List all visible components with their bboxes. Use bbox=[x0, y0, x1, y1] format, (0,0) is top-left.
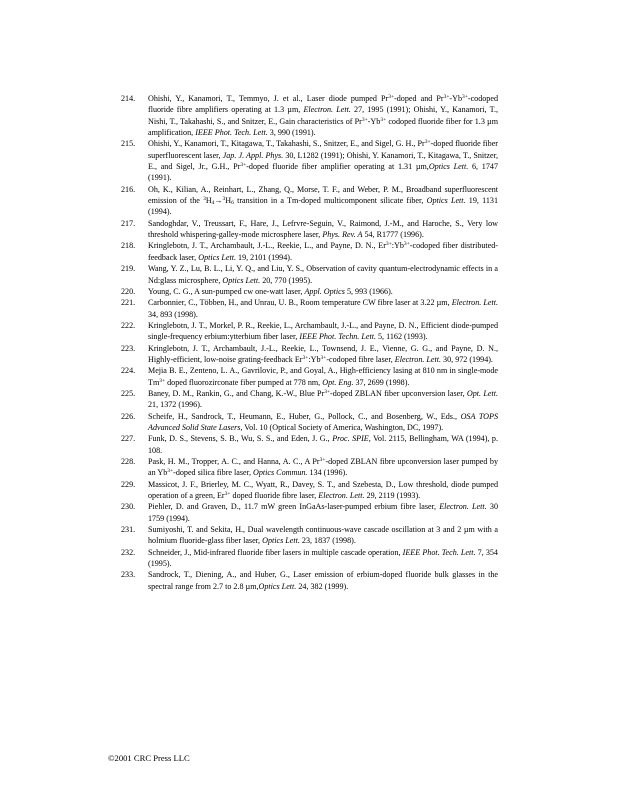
reference-item bbox=[0, 411, 617, 434]
reference-text: Young, C. G., A sun-pumped cw one-watt laser, Appl. Optics 5, 993 (1966). bbox=[148, 286, 393, 296]
reference-item bbox=[0, 286, 617, 297]
reference-text: Kringlebotn, J. T., Archambault, J.-L., Reekie, L., and Payne, D. N., $Er^{3+}:Yb^{3+}$-codoped fiber distributed-feedback laser, Optics Lett. 19, 2101 (1994). bbox=[148, 241, 498, 262]
reference-item bbox=[0, 501, 617, 524]
reference-text: Massicot, J. F., Brierley, M. C., Wyatt, R., Davey, S. T., and Szebesta, D., Low threshold, diode pumped operation of a green, $Er^{3+}$ doped fluoride fibre laser, Electron. Lett. 29, 2119 (1993). bbox=[148, 479, 498, 501]
reference-number: 219. bbox=[121, 264, 136, 274]
reference-number: 218. bbox=[121, 241, 136, 251]
copyright-footer: ©2001 CRC Press LLC bbox=[108, 753, 190, 763]
reference-text: Sumiyoshi, T. and Sekita, H., Dual wavelength continuous-wave cascade oscillation at 3 and 2 µm with a holmium fluoride-glass fiber laser, Optics Lett. 23, 1837 (1998). bbox=[148, 525, 498, 546]
reference-number: 228. bbox=[121, 457, 136, 466]
reference-item bbox=[0, 569, 617, 592]
reference-item bbox=[0, 456, 617, 479]
reference-number: 223. bbox=[121, 343, 136, 353]
reference-text: Kringlebotn, J. T., Morkel, P. R., Reekie, L., Archambault, J.-L., and Payne, D. N., Efficient diode-pumped single-frequency erbium:ytterbium fiber laser, IEEE Phot. Techn. Lett. 5, 1162 (1993). bbox=[148, 320, 498, 342]
reference-item bbox=[0, 263, 617, 286]
reference-item bbox=[0, 547, 617, 570]
reference-number: 232. bbox=[121, 547, 136, 557]
reference-text: Mejia B. E., Zenteno, L. A., Gavrilovic, P., and Goyal, A., High-efficiency lasing at 810 nm in single-mode $Tm^{3+}$ doped fluorozirconate fiber pumped at 778 nm, Opt. Eng. 37, 2699 (1998). bbox=[148, 366, 498, 387]
reference-item bbox=[0, 433, 617, 456]
reference-number: 220. bbox=[121, 286, 136, 296]
reference-number: 216. bbox=[121, 184, 136, 194]
reference-number: 221. bbox=[121, 298, 136, 308]
reference-number: 215. bbox=[121, 139, 136, 149]
reference-text: Schneider, J., Mid-infrared fluoride fiber lasers in multiple cascade operation, IEEE Phot. Tech. Lett. 7, 354 (1995). bbox=[148, 547, 498, 569]
reference-text: Wang, Y. Z., Lu, B. L., Li, Y. Q., and Liu, Y. S., Observation of cavity quantum-electrodynamic effects in a Nd:glass microsphere, Optics Lett. 20, 770 (1995). bbox=[148, 264, 498, 285]
reference-text: Oh, K., Kilian, A., Reinhart, L., Zhang, Q., Morse, T. F., and Weber, P. M., Broadband superfluorescent emission of the $^3H_4\to^3H_6$ transition in a Tm-doped multicomponent silicate fiber, Optics Lett. 19, 1131 (1994). bbox=[148, 184, 498, 217]
reference-item bbox=[0, 388, 617, 411]
reference-text: Piehler, D. and Graven, D., 11.7 mW green InGaAs-laser-pumped erbium fibre laser, Electron. Lett. 30 1759 (1994). bbox=[148, 502, 498, 523]
reference-item bbox=[0, 320, 617, 343]
reference-number: 230. bbox=[121, 502, 136, 512]
reference-item bbox=[0, 240, 617, 263]
reference-item bbox=[0, 184, 617, 218]
reference-text: Kringlebotn, J. T., Archambault, J.-L., Reekie, L., Townsend, J. E., Vienne, G. G., and Payne, D. N., Highly-efficient, low-noise grating-feedback $Er^{3+}:Yb^{3+}$-codoped fibre laser, Electron. Lett. 30, 972 (1994). bbox=[148, 343, 498, 364]
reference-text: Ohishi, Y., Kanamori, T., Temmyo, J. et al., Laser diode pumped $Pr^{3+}$-doped and $Pr^{3+}-Yb^{3+}$-codoped fluoride fibre amplifiers operating at 1.3 µm, Electron. Lett. 27, 1995 (1991); Ohishi, Y., Kanamori, T., Nishi, T., Takahashi, S., and Snitzer, E., Gain characteristics of $Pr^{3+}-Yb^{3+}$ codoped fluoride fiber for 1.3 µm amplification, IEEE Phot. Tech. Lett. 3, 990 (1991). bbox=[148, 94, 499, 138]
reference-number: 229. bbox=[121, 479, 136, 489]
reference-number: 222. bbox=[121, 320, 136, 330]
reference-item bbox=[0, 297, 617, 320]
reference-number: 214. bbox=[121, 94, 136, 103]
reference-text: Ohishi, Y., Kanamori, T., Kitagawa, T., Takahashi, S., Snitzer, E., and Sigel, G. H., $Pr^{3+}$-doped fluoride fiber superfluorescent laser, Jap. J. Appl. Phys. 30, L1282 (1991); Ohishi, Y. Kanamori, T., Kitagawa, T., Snitzer, E., and Sigel, Jr., G.H., $Pr^{3+}$-doped fluoride fiber amplifier operating at 1.31 µm,Optics Lett. 6, 1747 (1991). bbox=[148, 139, 499, 183]
reference-text: Sandrock, T., Diening, A., and Huber, G., Laser emission of erbium-doped fluoride bulk glasses in the spectral range from 2.7 to 2.8 µm,Optics Lett. 24, 382 (1999). bbox=[148, 570, 498, 591]
reference-number: 233. bbox=[121, 570, 136, 580]
reference-item bbox=[0, 93, 617, 138]
reference-item bbox=[0, 218, 617, 241]
reference-list bbox=[0, 93, 617, 592]
reference-number: 231. bbox=[121, 525, 136, 535]
reference-number: 224. bbox=[121, 366, 136, 376]
reference-item bbox=[0, 479, 617, 502]
reference-item bbox=[0, 343, 617, 366]
reference-text: Carbonnier, C., Többen, H., and Unrau, U. B., Room temperature CW fibre laser at 3.22 µm, Electron. Lett. 34, 893 (1998). bbox=[148, 298, 499, 319]
reference-number: 226. bbox=[121, 411, 136, 421]
reference-text: Pask, H. M., Tropper, A. C., and Hanna, A. C., A $Pr^{3+}$-doped ZBLAN fibre upconversion laser pumped by an $Yb^{3+}$-doped silica fibre laser, Optics Commun. 134 (1996). bbox=[148, 457, 498, 478]
reference-text: Funk, D. S., Stevens, S. B., Wu, S. S., and Eden, J. G., Proc. SPIE, Vol. 2115, Bellingham, WA (1994), p. 108. bbox=[148, 434, 498, 455]
reference-item bbox=[0, 365, 617, 388]
reference-number: 227. bbox=[121, 434, 136, 444]
reference-number: 225. bbox=[121, 388, 136, 398]
reference-item bbox=[0, 524, 617, 547]
reference-text: Sandoghdar, V., Treussart, F., Hare, J., Lefrvre-Seguin, V., Raimond, J.-M., and Haroche, S., Very low threshold whispering-galley-mode microsphere laser, Phys. Rev. A 54, R1777 (1996). bbox=[148, 218, 498, 240]
reference-text: Scheife, H., Sandrock, T., Heumann, E., Huber, G., Pollock, C., and Bosenberg, W., Eds., OSA TOPS Advanced Solid State Lasers, Vol. 10 (Optical Society of America, Washington, DC, 1997). bbox=[148, 411, 499, 432]
reference-number: 217. bbox=[121, 218, 136, 228]
reference-text: Baney, D. M., Rankin, G., and Chang, K.-W., Blue $Pr^{3+}$-doped ZBLAN fiber upconversion laser, Opt. Lett. 21, 1372 (1996). bbox=[148, 388, 498, 410]
reference-item bbox=[0, 138, 617, 183]
